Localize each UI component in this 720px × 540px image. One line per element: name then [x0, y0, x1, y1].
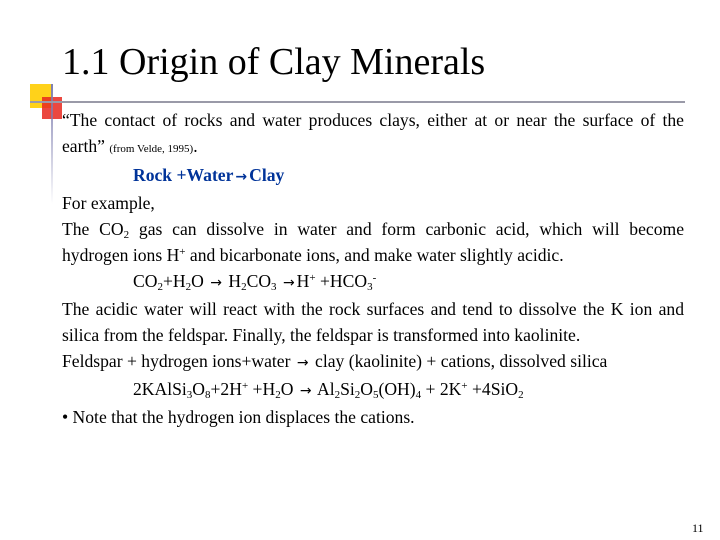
- eq3-p1: +: [241, 380, 249, 392]
- eq2-h2: H: [228, 271, 242, 291]
- eq3-s5: 2: [354, 389, 361, 401]
- eq3-t7: Si: [340, 379, 355, 399]
- eq3-t5: O: [280, 379, 294, 399]
- note-bullet: • Note that the hydrogen ion displaces the cations.: [62, 407, 415, 427]
- acidic-water-paragraph: The acidic water will react with the rock surfaces and tend to dissolve the K ion and silica from the feldspar. Finally, the feldspar is transformed into kaolinite.: [62, 299, 684, 345]
- eq2-hco: +HCO: [315, 271, 368, 291]
- feldspar-reaction-line: [62, 348, 684, 376]
- eq3-s7: 4: [415, 389, 422, 401]
- eq3-t9: (OH): [378, 379, 416, 399]
- h-plus-sup: +: [179, 246, 186, 258]
- co2-text-b: gas can dissolve in water and form carbonic acid, which will become hydrogen ions H: [62, 219, 684, 265]
- equation1-left: Rock +Water: [133, 165, 234, 185]
- eq3-p2: +: [461, 380, 468, 392]
- for-example-line: For example,: [62, 193, 155, 213]
- eq3-t2: O: [192, 379, 205, 399]
- eq3-s1: 3: [186, 389, 193, 401]
- eq2-h-sup: +: [309, 272, 316, 284]
- eq2-hco-sup: -: [372, 272, 377, 284]
- quote-citation: (from Velde, 1995): [109, 143, 194, 155]
- quote-end: .: [193, 136, 198, 156]
- eq3-t4: +H: [248, 379, 276, 399]
- eq2-h-sub: 2: [185, 281, 192, 293]
- eq3-t11: +4SiO: [467, 379, 519, 399]
- feldspar-right: clay (kaolinite) + cations, dissolved silica: [315, 351, 608, 371]
- eq3-t10: + 2K: [421, 379, 462, 399]
- eq3-t8: O: [360, 379, 373, 399]
- slide-body: [62, 107, 684, 430]
- eq2-h: H: [296, 271, 310, 291]
- slide-title: 1.1 Origin of Clay Minerals: [62, 41, 486, 83]
- co2-text-c: and bicarbonate ions, and make water slightly acidic.: [185, 245, 564, 265]
- co2-text-a: The CO: [62, 219, 124, 239]
- right-arrow-icon: →: [282, 275, 295, 291]
- equation1-right: Clay: [249, 165, 285, 185]
- quote-text: “The contact of rocks and water produces clays, either at or near the surface of the earth”: [62, 110, 684, 156]
- eq3-s8: 2: [518, 389, 524, 401]
- page-number: 11: [692, 521, 704, 535]
- eq2-o: O: [191, 271, 204, 291]
- eq2-hco-sub: 3: [367, 281, 373, 293]
- equation-kaolinite: [62, 376, 684, 404]
- eq2-plus-h: +H: [162, 271, 186, 291]
- eq2-co3: CO: [246, 271, 272, 291]
- co2-paragraph: [62, 216, 684, 268]
- eq2-co-sub: 2: [157, 281, 163, 293]
- co2-sub: 2: [123, 229, 130, 241]
- eq3-s4: 2: [334, 389, 341, 401]
- equation-rock-water-clay: [62, 162, 684, 190]
- quote-paragraph: [62, 107, 684, 162]
- title-underline-rule: [30, 101, 685, 103]
- right-arrow-icon: →: [235, 169, 248, 185]
- eq2-co3-sub: 3: [271, 281, 277, 293]
- eq3-s2: 8: [205, 389, 211, 401]
- feldspar-left: Feldspar + hydrogen ions+water: [62, 351, 291, 371]
- eq3-t6: Al: [316, 379, 335, 399]
- eq3-t3: +2H: [210, 379, 242, 399]
- eq3-t1: 2KAlSi: [133, 379, 187, 399]
- eq3-s3: 2: [275, 389, 281, 401]
- right-arrow-icon: →: [299, 383, 312, 399]
- eq2-co: CO: [133, 271, 158, 291]
- equation-carbonic-acid: [62, 268, 684, 296]
- eq2-h2-sub: 2: [241, 281, 247, 293]
- right-arrow-icon: →: [296, 355, 309, 371]
- right-arrow-icon: →: [210, 275, 222, 291]
- eq3-s6: 5: [372, 389, 379, 401]
